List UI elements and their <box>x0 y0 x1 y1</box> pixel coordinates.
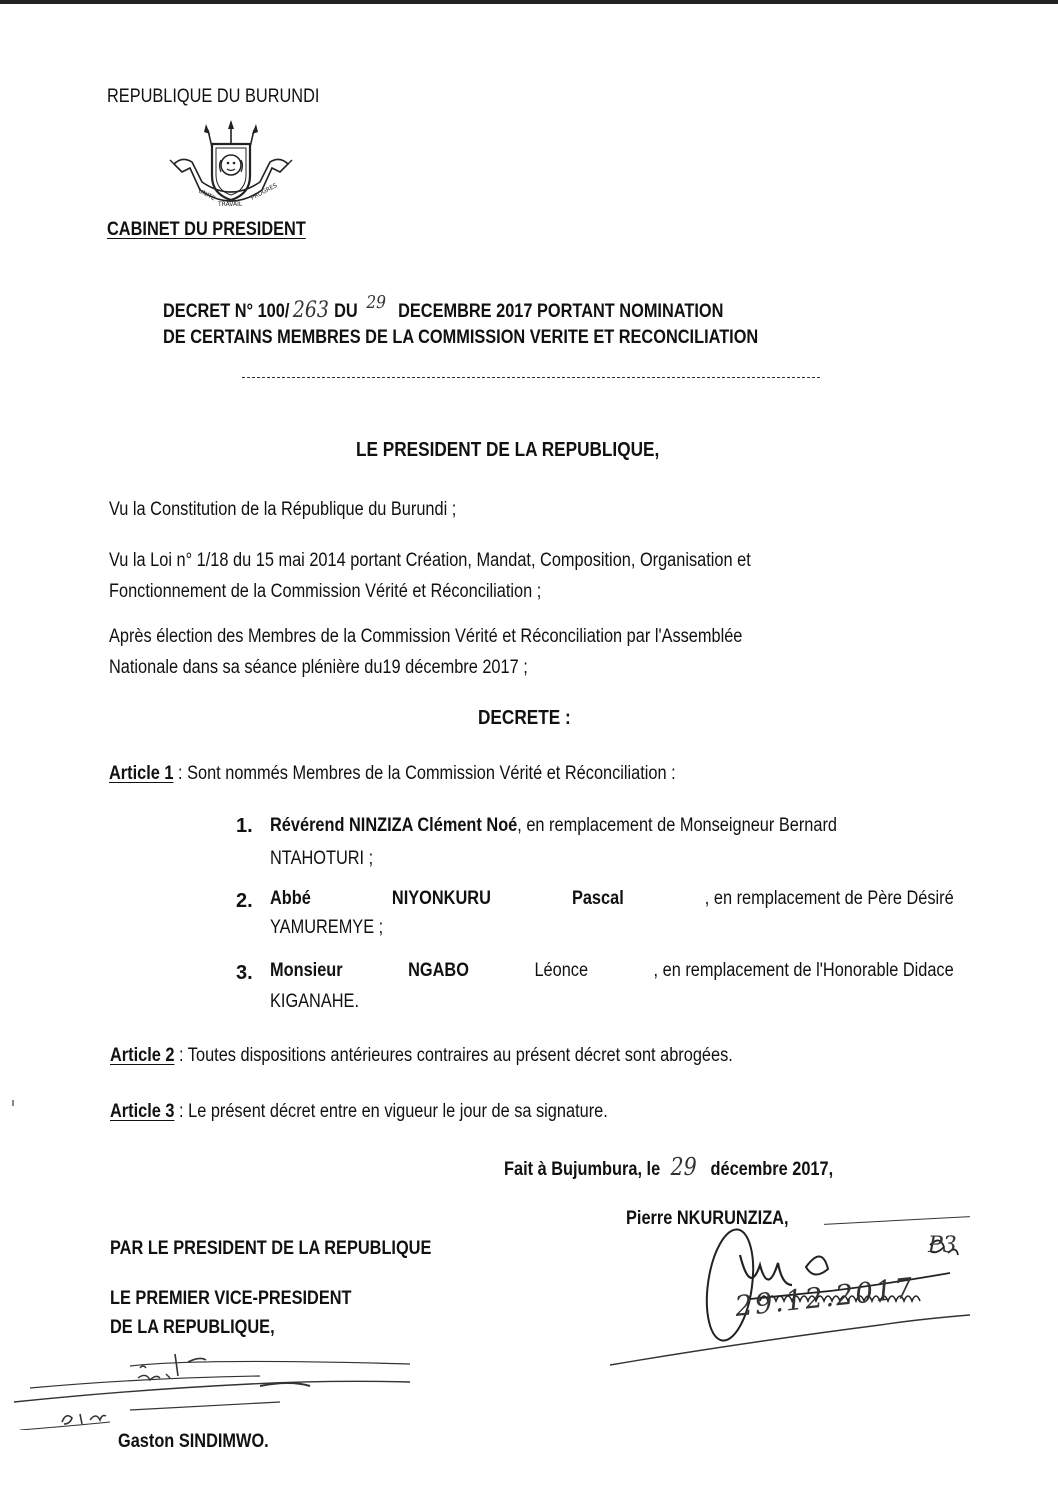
closing-place-date <box>504 1153 887 1181</box>
member-title: Abbé <box>270 888 311 909</box>
decree-title-line2: DE CERTAINS MEMBRES DE LA COMMISSION VERITE ET RECONCILIATION <box>163 327 759 348</box>
article-1 <box>109 763 768 785</box>
visa-election: Après élection des Membres de la Commission Vérité et Réconciliation par l'Assemblée Nationale dans sa séance plénière du19 décembre 2017 ; <box>109 626 743 678</box>
coat-of-arms-icon <box>168 120 294 216</box>
article-1-label: Article 1 <box>109 763 174 784</box>
article-2-text: : Toutes dispositions antérieures contraires au présent décret sont abrogées. <box>174 1045 733 1066</box>
replacement-text: , en remplacement de Père Désiré <box>704 888 954 909</box>
member-surname: NIYONKURU <box>391 888 491 909</box>
signatory-name: Pierre NKURUNZIZA, <box>626 1208 789 1229</box>
handwritten-closing-day: 29 <box>670 1153 697 1181</box>
closing-prefix: Fait à Bujumbura, le <box>504 1159 661 1180</box>
visa-loi: Vu la Loi n° 1/18 du 15 mai 2014 portant Création, Mandat, Composition, Organisation et Fonctionnement de la Commission Vérité et Réconciliation ; <box>109 550 751 602</box>
article-3-label: Article 3 <box>110 1101 175 1122</box>
list-item-number: 3. <box>236 962 253 984</box>
closing-suffix: décembre 2017, <box>710 1159 834 1180</box>
president-heading: LE PRESIDENT DE LA REPUBLIQUE, <box>356 439 660 461</box>
member-surname: NGABO <box>408 960 469 981</box>
signature-icon <box>10 1350 420 1430</box>
signature-stamp-mark: P3 <box>928 1233 957 1258</box>
title-du: DU <box>334 301 358 322</box>
vice-president-signature <box>10 1350 420 1430</box>
replacement-text: , en remplacement de l'Honorable Didace <box>653 960 954 981</box>
article-3-text: : Le présent décret entre en vigueur le jour de sa signature. <box>174 1101 608 1122</box>
list-item-2-line2: YAMUREMYE ; <box>270 917 384 938</box>
article-2-label: Article 2 <box>110 1045 175 1066</box>
list-item-1-line1 <box>270 815 929 837</box>
title-rest: DECEMBRE 2017 PORTANT NOMINATION <box>398 301 724 322</box>
visa-constitution: Vu la Constitution de la République du Burundi ; <box>109 499 457 520</box>
member-firstname: Pascal <box>571 888 624 909</box>
signatory-underline <box>824 1216 970 1225</box>
replacement-text: , en remplacement de Monseigneur Bernard <box>517 815 837 836</box>
member-title: Monsieur <box>270 960 343 981</box>
svg-text:PROGRES: PROGRES <box>249 181 279 202</box>
cabinet-heading: CABINET DU PRESIDENT <box>107 219 306 240</box>
countersign-line3: DE LA REPUBLIQUE, <box>110 1317 275 1338</box>
list-item-2-line1 <box>270 888 954 910</box>
coat-of-arms-emblem <box>168 120 294 216</box>
list-item-3-line2: KIGANAHE. <box>270 991 359 1012</box>
countersign-line2: LE PREMIER VICE-PRESIDENT <box>110 1288 352 1309</box>
handwritten-decree-number: 263 <box>292 298 329 323</box>
article-1-text: : Sont nommés Membres de la Commission Vérité et Réconciliation : <box>173 763 676 784</box>
decrete-heading: DECRETE : <box>478 707 571 729</box>
member-firstname: Léonce <box>534 960 589 981</box>
svg-text:TRAVAIL: TRAVAIL <box>218 201 243 208</box>
list-item-1-line2: NTAHOTURI ; <box>270 848 374 869</box>
member-name: Révérend NINZIZA Clément Noé <box>270 815 518 836</box>
decree-title-line1 <box>163 292 815 323</box>
signature-date-stamp: 29.12.2017 <box>733 1271 917 1323</box>
page-top-edge <box>0 0 1058 4</box>
list-item-3-line1 <box>270 960 954 982</box>
article-3 <box>110 1101 689 1123</box>
scan-speck <box>12 1100 14 1106</box>
republic-heading: REPUBLIQUE DU BURUNDI <box>107 86 320 107</box>
article-2 <box>110 1045 834 1067</box>
title-rule <box>242 377 820 378</box>
list-item-number: 2. <box>236 890 253 912</box>
title-prefix: DECRET N° 100/ <box>163 301 290 322</box>
handwritten-day: 29 <box>366 292 387 313</box>
svg-text:UNITE: UNITE <box>197 187 217 203</box>
list-item-number: 1. <box>236 815 253 837</box>
countersign-name: Gaston SINDIMWO. <box>118 1431 269 1452</box>
countersign-line1: PAR LE PRESIDENT DE LA REPUBLIQUE <box>110 1238 432 1259</box>
